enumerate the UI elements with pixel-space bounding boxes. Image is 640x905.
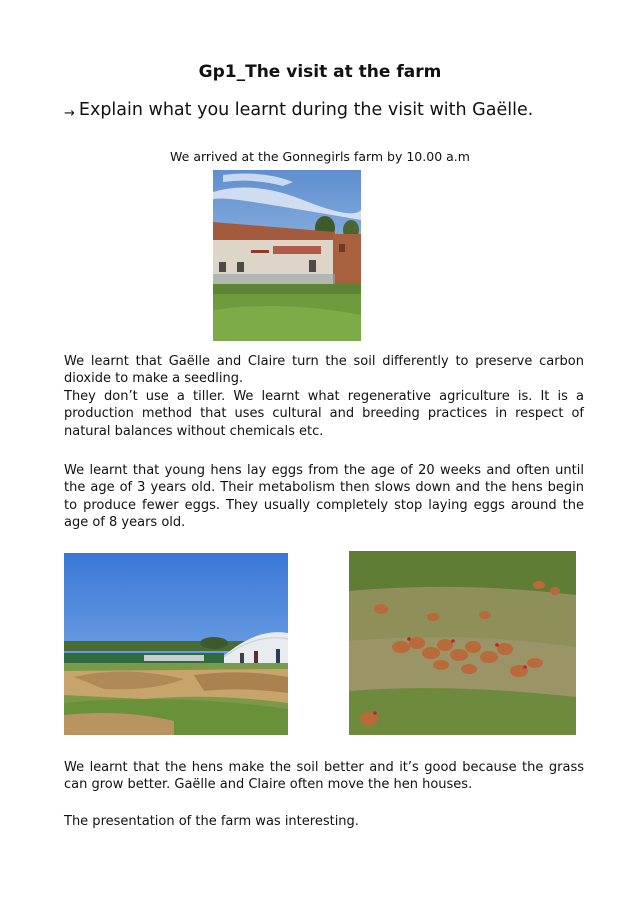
question-heading [64, 100, 533, 120]
paragraph-soil-line1: We learnt that Gaëlle and Claire turn the soil differently to preserve carbon dioxide to make a seedling. [64, 354, 584, 387]
hens-photo [349, 551, 576, 735]
paragraph-soil-line2: They don’t use a tiller. We learnt what regenerative agriculture is. It is a production method that uses cultural and breeding practices in respect of natural balances without chemicals etc. [64, 388, 584, 439]
paragraph-soil-grass: We learnt that the hens make the soil better and it’s good because the grass can grow better. Gaëlle and Claire often move the hen houses. [64, 760, 584, 793]
field-polytunnel-photo [64, 553, 288, 735]
page-title: Gp1_The visit at the farm [198, 62, 442, 82]
arrow-icon: → [64, 106, 75, 121]
paragraph-soil [64, 353, 584, 440]
paragraph-conclusion: The presentation of the farm was interesting. [64, 814, 359, 829]
paragraph-hens-eggs: We learnt that young hens lay eggs from the age of 20 weeks and often until the age of 3 years old. Their metabolism then slows down and the hens begin to produce fewer eggs. They usually completely stop laying eggs around the age of 8 years old. [64, 463, 584, 531]
farm-building-photo [213, 170, 361, 341]
arrival-text: We arrived at the Gonnegirls farm by 10.00 a.m [170, 149, 470, 164]
question-text: Explain what you learnt during the visit with Gaëlle. [78, 100, 534, 120]
